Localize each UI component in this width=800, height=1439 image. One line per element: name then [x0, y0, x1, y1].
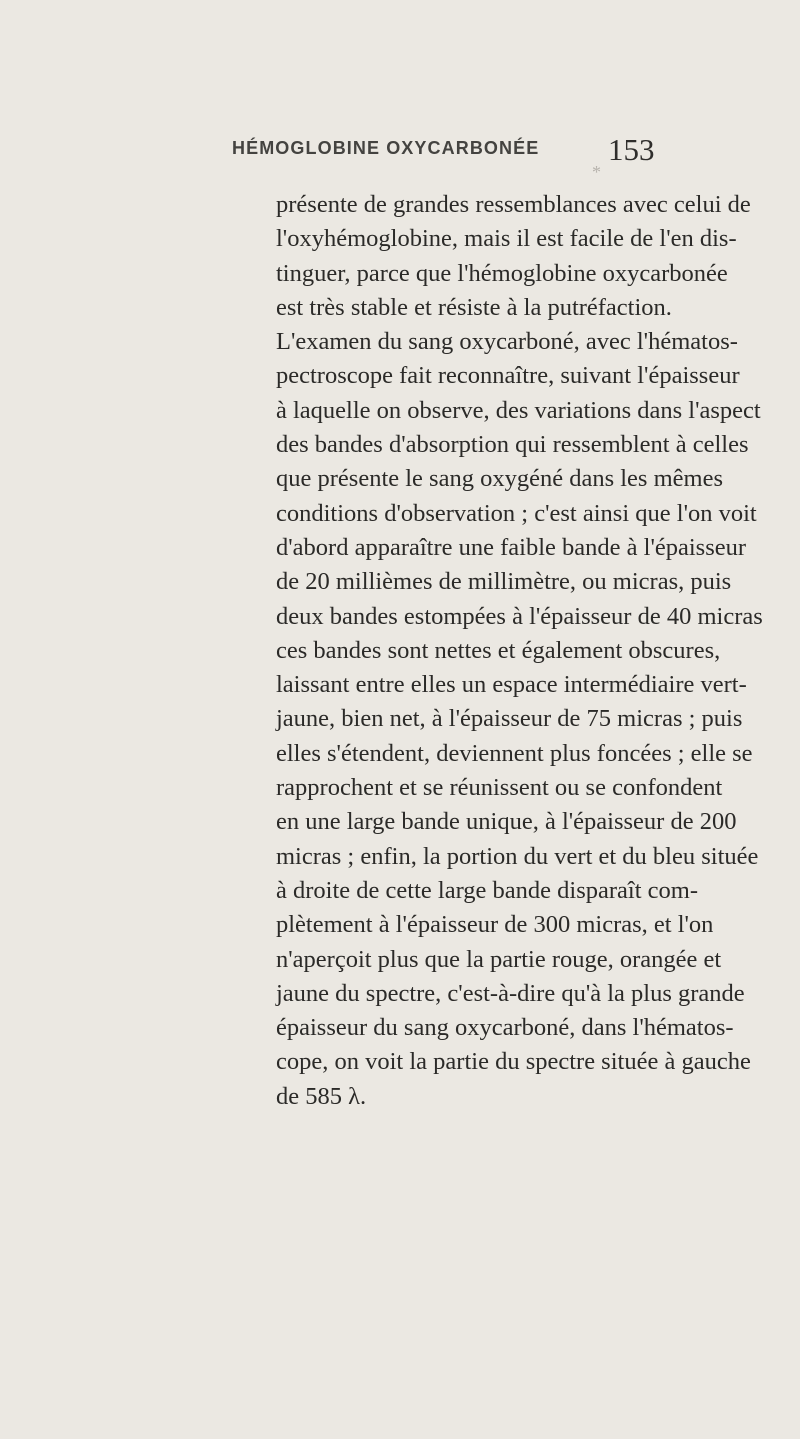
text-line: l'oxyhémoglobine, mais il est facile de l'en dis- [276, 225, 737, 253]
text-line: d'abord apparaître une faible bande à l'épaisseur [276, 533, 747, 561]
text-line: tinguer, parce que l'hémoglobine oxycarbonée [276, 259, 728, 287]
text-line: cope, on voit la partie du spectre située à gauche [276, 1048, 751, 1076]
text-line: L'examen du sang oxycarboné, avec l'hématos- [276, 328, 738, 356]
text-line: épaisseur du sang oxycarboné, dans l'hématos- [276, 1014, 734, 1042]
body-text [276, 188, 763, 1114]
text-line: elles s'étendent, deviennent plus foncées ; elle se [276, 739, 753, 767]
text-line: que présente le sang oxygéné dans les mêmes [276, 465, 723, 493]
page-header [0, 132, 800, 182]
text-line: en une large bande unique, à l'épaisseur de 200 [276, 808, 737, 836]
text-line: des bandes d'absorption qui ressemblent à celles [276, 431, 749, 459]
text-line: laissant entre elles un espace intermédiaire vert- [276, 671, 747, 699]
text-line: à laquelle on observe, des variations dans l'aspect [276, 396, 761, 424]
text-line: de 585 λ. [276, 1082, 367, 1110]
text-line: jaune, bien net, à l'épaisseur de 75 micras ; puis [276, 705, 743, 733]
text-line: jaune du spectre, c'est-à-dire qu'à la plus grande [276, 979, 745, 1007]
page-number: 153 [608, 132, 655, 167]
text-line: plètement à l'épaisseur de 300 micras, et l'on [276, 911, 714, 939]
text-line: présente de grandes ressemblances avec celui de [276, 191, 751, 218]
text-line: à droite de cette large bande disparaît com- [276, 876, 698, 904]
text-line: micras ; enfin, la portion du vert et du bleu située [276, 842, 759, 870]
text-line: deux bandes estompées à l'épaisseur de 40 micras [276, 602, 763, 630]
text-line: pectroscope fait reconnaître, suivant l'épaisseur [276, 362, 740, 390]
text-line: ces bandes sont nettes et également obscures, [276, 636, 721, 664]
text-line: n'aperçoit plus que la partie rouge, orangée et [276, 945, 722, 973]
text-line: conditions d'observation ; c'est ainsi que l'on voit [276, 499, 757, 527]
text-line: de 20 millièmes de millimètre, ou micras, puis [276, 568, 732, 596]
text-line: rapprochent et se réunissent ou se confondent [276, 774, 723, 802]
pencil-mark: * [592, 162, 601, 182]
text-line: est très stable et résiste à la putréfaction. [276, 293, 672, 321]
running-title: HÉMOGLOBINE OXYCARBONÉE [232, 138, 540, 158]
